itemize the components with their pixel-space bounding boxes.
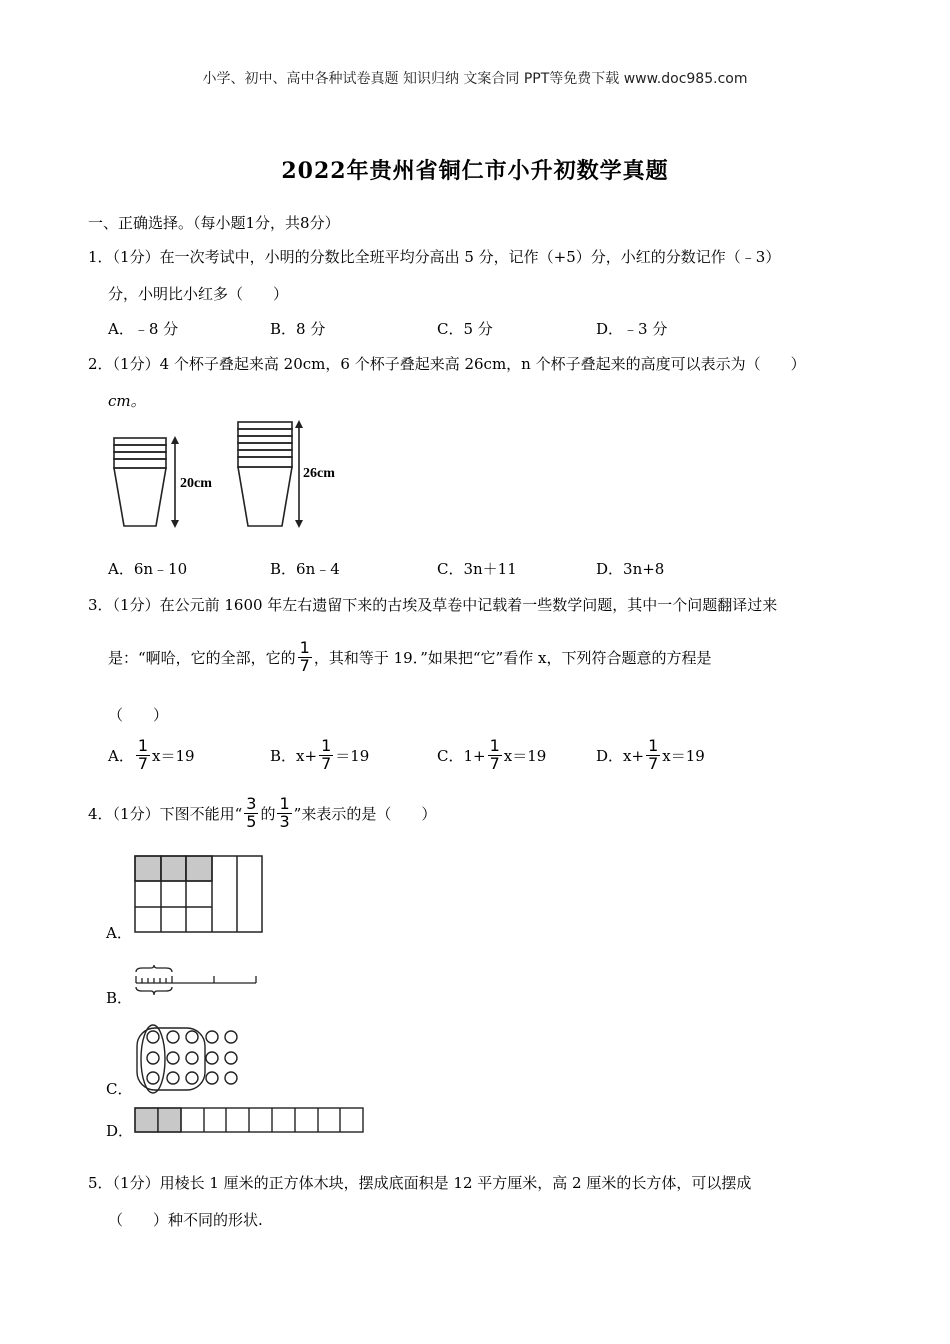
frac-num: 1 <box>489 736 500 755</box>
q5-line2: （ ）种不同的形状. <box>108 1211 263 1229</box>
frac-num: 3 <box>246 794 257 813</box>
q3-fraction <box>298 640 312 675</box>
frac-den: 5 <box>246 811 257 831</box>
q2-option-d: D．3n+8 <box>596 560 665 578</box>
q4-figure-b-segments <box>132 964 262 998</box>
q2-line2: cm。 <box>108 392 146 410</box>
frac-den: 7 <box>489 753 500 773</box>
q1-option-d: D．﹣3 分 <box>596 320 668 338</box>
q1-line1: 1．（1分）在一次考试中，小明的分数比全班平均分高出 5 分，记作（+5）分，小红的分数记作（﹣3） <box>88 248 781 266</box>
cups-label-20cm: 20cm <box>180 476 212 491</box>
frac-den: 7 <box>648 753 659 773</box>
frac-den: 3 <box>279 811 290 831</box>
q2-option-c: C．3n＋11 <box>437 560 517 578</box>
q3-opt-d-prefix: D．x+ <box>596 746 645 765</box>
q3-opt-b-fraction <box>319 738 333 773</box>
q3-opt-a-fraction <box>136 738 150 773</box>
q3-opt-d-fraction <box>646 738 660 773</box>
q3-opt-a-suffix: x＝19 <box>152 746 195 765</box>
frac-den: 7 <box>321 753 332 773</box>
q3-opt-b-prefix: B．x+ <box>270 746 318 765</box>
q4-line1 <box>88 796 436 831</box>
q4-option-c-label: C． <box>106 1080 133 1098</box>
q3-frac-num: 1 <box>299 638 310 657</box>
cups-figure <box>100 412 360 536</box>
q4-figure-a-grid <box>134 855 266 935</box>
q3-line2 <box>108 640 711 675</box>
q4-option-d-label: D． <box>106 1122 134 1140</box>
page-title: 2022年贵州省铜仁市小升初数学真题 <box>281 158 669 184</box>
q3-opt-b-suffix: ＝19 <box>335 746 370 765</box>
q2-option-a: A．6n﹣10 <box>108 560 188 578</box>
q3-option-a <box>108 738 195 773</box>
q4-fraction-1 <box>244 796 258 831</box>
frac-num: 1 <box>321 736 332 755</box>
q1-option-a: A．﹣8 分 <box>108 320 179 338</box>
q3-frac-den: 7 <box>299 655 310 675</box>
q4-option-a-label: A． <box>106 924 132 942</box>
q3-line2-end: ，其和等于 19．”如果把“它”看作 x，下列符合题意的方程是 <box>313 648 712 667</box>
page-header: 小学、初中、高中各种试卷真题 知识归纳 文案合同 PPT等免费下载 www.doc985.com <box>202 71 748 87</box>
q1-option-c: C．5 分 <box>437 320 493 338</box>
q3-option-b <box>270 738 369 773</box>
q3-opt-c-prefix: C．1+ <box>437 746 486 765</box>
q4-text-start: 4．（1分）下图不能用“ <box>88 804 243 823</box>
q1-line2: 分，小明比小红多（ ） <box>108 285 289 303</box>
frac-den: 7 <box>137 753 149 773</box>
q3-option-c <box>437 738 546 773</box>
q3-opt-a-prefix: A． <box>108 746 134 765</box>
frac-num: 1 <box>137 736 149 755</box>
q3-line3: （ ） <box>108 706 169 724</box>
q3-option-d <box>596 738 705 773</box>
q4-figure-d-strip <box>134 1107 366 1134</box>
q3-line1: 3．（1分）在公元前 1600 年左右遗留下来的古埃及草卷中记载着一些数学问题，其中一个问题翻译过来 <box>88 596 778 614</box>
cups-label-26cm: 26cm <box>303 466 335 481</box>
frac-num: 1 <box>648 736 659 755</box>
q4-text-end: ”来表示的是（ ） <box>293 804 437 823</box>
frac-num: 1 <box>279 794 290 813</box>
q5-line1: 5．（1分）用棱长 1 厘米的正方体木块，摆成底面积是 12 平方厘米，高 2 厘米的长方体，可以摆成 <box>88 1174 752 1192</box>
q3-line2-start: 是：“啊哈，它的全部，它的 <box>108 648 296 667</box>
q3-opt-c-fraction <box>488 738 502 773</box>
q4-fraction-2 <box>277 796 291 831</box>
q4-option-b-label: B． <box>106 989 133 1007</box>
q4-figure-c-circles <box>134 1020 244 1094</box>
q2-option-b: B．6n﹣4 <box>270 560 340 578</box>
q4-text-mid: 的 <box>260 804 276 823</box>
q2-line1: 2．（1分）4 个杯子叠起来高 20cm，6 个杯子叠起来高 26cm，n 个杯子叠起来的高度可以表示为（ ） <box>88 355 806 373</box>
q3-opt-d-suffix: x＝19 <box>662 746 705 765</box>
q1-option-b: B．8 分 <box>270 320 326 338</box>
section-heading: 一、正确选择。（每小题1分，共8分） <box>88 214 340 232</box>
q3-opt-c-suffix: x＝19 <box>503 746 547 765</box>
